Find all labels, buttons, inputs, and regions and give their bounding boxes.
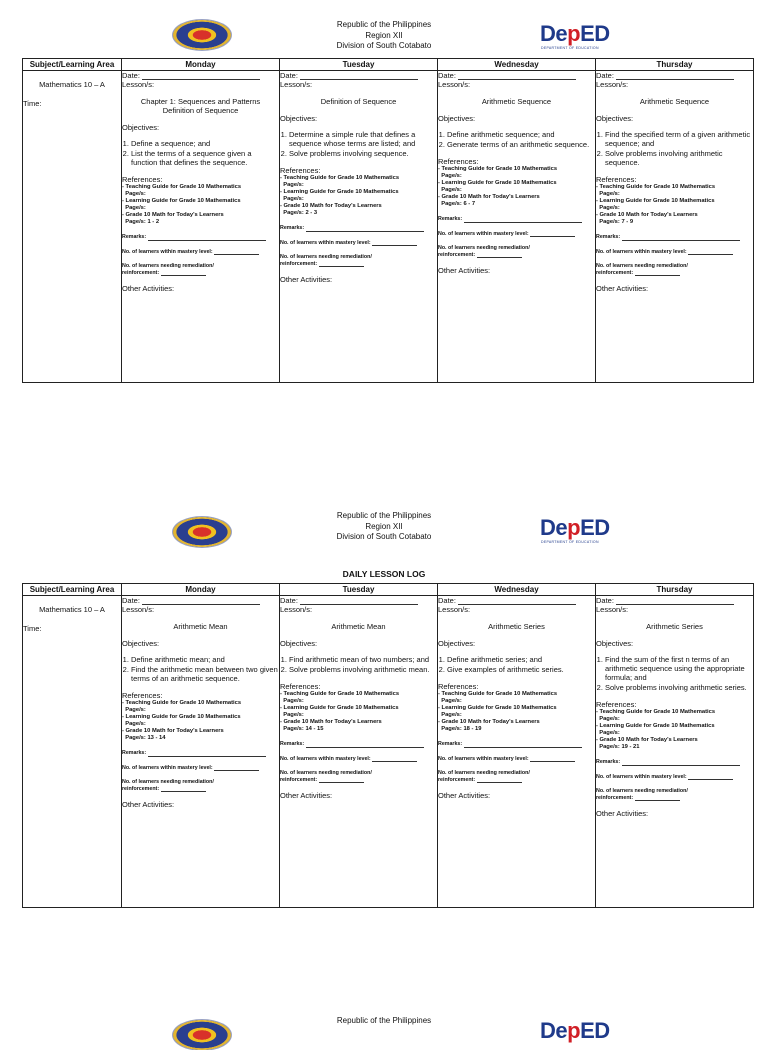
- dll-page-2: [0, 497, 768, 818]
- dll-page-1: [0, 0, 768, 293]
- objective-item: 2. List the terms of a sequence given a function that defines the sequence.: [131, 149, 279, 167]
- remarks-label: Remarks:: [280, 741, 305, 747]
- objective-item: 1. Find the specified term of a given arithmetic sequence; and: [605, 130, 753, 148]
- date-field: [596, 596, 753, 605]
- remediation-blank: [319, 266, 364, 267]
- reference-item: - Teaching Guide for Grade 10 Mathematics: [596, 184, 716, 190]
- reference-item: - Grade 10 Math for Today's Learners: [438, 194, 540, 200]
- mastery-blank: [530, 761, 575, 762]
- objective-item: 1. Define arithmetic sequence; and: [447, 130, 595, 139]
- header-text: [284, 511, 484, 543]
- objectives-list: [122, 139, 279, 167]
- reference-item: - Teaching Guide for Grade 10 Mathematics: [122, 184, 242, 190]
- reference-item: Page/s: 1 - 2: [122, 219, 160, 225]
- remediation-blank: [477, 782, 522, 783]
- lesson-subtitle: Definition of Sequence: [162, 106, 239, 115]
- mastery-field: [122, 249, 279, 256]
- reinforcement-label: reinforcement:: [596, 794, 634, 801]
- remarks-blank: [148, 240, 266, 241]
- remediation-label: No. of learners needing remediation/: [280, 254, 372, 260]
- date-label: Date:: [280, 71, 298, 80]
- remarks-field: [596, 759, 753, 766]
- remarks-field: [596, 234, 753, 241]
- mastery-blank: [214, 770, 259, 771]
- reference-item: Page/s:: [280, 698, 304, 704]
- header-day: Wednesday: [438, 59, 596, 71]
- objective-item: 1. Find the sum of the first n terms of an arithmetic sequence using the appropriate formula; and: [605, 655, 753, 682]
- references-label: References:: [280, 682, 321, 691]
- reference-item: Page/s:: [280, 182, 304, 188]
- reference-item: - Teaching Guide for Grade 10 Mathematics: [122, 700, 242, 706]
- remediation-blank: [635, 275, 680, 276]
- lesson-label: Lesson/s:: [280, 605, 313, 614]
- reference-item: - Teaching Guide for Grade 10 Mathematics: [438, 691, 558, 697]
- mastery-label: No. of learners within mastery level:: [596, 248, 687, 255]
- day-cell: [438, 71, 596, 383]
- references-list: [596, 184, 753, 226]
- remarks-field: [438, 216, 595, 223]
- date-blank: [300, 604, 418, 605]
- reference-item: Page/s:: [122, 191, 146, 197]
- remediation-field: [438, 770, 595, 783]
- reference-item: Page/s:: [122, 707, 146, 713]
- deped-logo-icon: DepED: [540, 515, 610, 540]
- remarks-label: Remarks:: [596, 234, 621, 240]
- remediation-label: No. of learners needing remediation/: [122, 779, 214, 785]
- date-field: [122, 596, 279, 605]
- remediation-label: No. of learners needing remediation/: [438, 245, 530, 251]
- mastery-blank: [372, 761, 417, 762]
- remediation-blank: [161, 275, 206, 276]
- objectives-label: Objectives:: [280, 639, 318, 648]
- references-label: References:: [122, 691, 163, 700]
- objectives-list: [438, 130, 595, 149]
- remediation-field: [280, 254, 437, 267]
- reinforcement-label: reinforcement:: [122, 269, 160, 276]
- mastery-label: No. of learners within mastery level:: [280, 755, 371, 762]
- remarks-blank: [148, 756, 266, 757]
- lesson-label: Lesson/s:: [596, 80, 629, 89]
- reference-item: Page/s: 18 - 19: [438, 726, 482, 732]
- reference-item: Page/s: 7 - 9: [596, 219, 634, 225]
- header-line-2: Region XII: [365, 521, 403, 531]
- objective-item: 2. Solve problems involving arithmetic series.: [605, 683, 753, 692]
- remarks-blank: [306, 231, 424, 232]
- date-label: Date:: [438, 596, 456, 605]
- header-day: Monday: [122, 59, 280, 71]
- objectives-label: Objectives:: [596, 114, 634, 123]
- mastery-label: No. of learners within mastery level:: [438, 755, 529, 762]
- reference-item: Page/s: 19 - 21: [596, 744, 640, 750]
- references-list: [122, 184, 279, 226]
- remediation-blank: [635, 800, 680, 801]
- other-activities-label: Other Activities:: [280, 791, 333, 800]
- deped-logo-subtitle: DEPARTMENT OF EDUCATION: [541, 46, 599, 50]
- lesson-title: Arithmetic Mean: [173, 622, 228, 631]
- reference-item: - Teaching Guide for Grade 10 Mathematics: [438, 166, 558, 172]
- table-row: [23, 71, 754, 383]
- other-activities-label: Other Activities:: [438, 791, 491, 800]
- mastery-label: No. of learners within mastery level:: [280, 239, 371, 246]
- lesson-log-table: [22, 58, 754, 383]
- reference-item: - Learning Guide for Grade 10 Mathematics: [122, 714, 241, 720]
- objective-item: 2. Find the arithmetic mean between two given terms of an arithmetic sequence.: [131, 665, 279, 683]
- objectives-list: [596, 130, 753, 167]
- reference-item: - Grade 10 Math for Today's Learners: [122, 728, 224, 734]
- lesson-title: Arithmetic Series: [488, 622, 545, 631]
- date-label: Date:: [122, 71, 140, 80]
- date-blank: [300, 79, 418, 80]
- reference-item: Page/s:: [280, 712, 304, 718]
- other-activities-label: Other Activities:: [596, 284, 649, 293]
- subject-value: Mathematics 10 – A: [39, 605, 105, 614]
- other-activities-label: Other Activities:: [596, 809, 649, 818]
- reference-item: Page/s:: [438, 698, 462, 704]
- other-activities-label: Other Activities:: [122, 800, 175, 809]
- mastery-field: [280, 240, 437, 247]
- remarks-field: [122, 750, 279, 757]
- reinforcement-label: reinforcement:: [122, 785, 160, 792]
- header-day: Wednesday: [438, 584, 596, 596]
- objectives-label: Objectives:: [438, 639, 476, 648]
- remarks-blank: [306, 747, 424, 748]
- remarks-field: [438, 741, 595, 748]
- reference-item: - Grade 10 Math for Today's Learners: [596, 212, 698, 218]
- reference-item: Page/s:: [280, 196, 304, 202]
- subject-cell: [23, 596, 122, 908]
- remediation-field: [122, 263, 279, 276]
- remarks-label: Remarks:: [438, 216, 463, 222]
- reference-item: - Grade 10 Math for Today's Learners: [280, 719, 382, 725]
- lesson-label: Lesson/s:: [596, 605, 629, 614]
- day-cell: [596, 71, 754, 383]
- references-label: References:: [438, 157, 479, 166]
- objectives-list: [438, 655, 595, 674]
- remediation-blank: [161, 791, 206, 792]
- remarks-field: [122, 234, 279, 241]
- reinforcement-label: reinforcement:: [438, 251, 476, 258]
- date-field: [438, 596, 595, 605]
- remarks-label: Remarks:: [122, 234, 147, 240]
- reinforcement-label: reinforcement:: [438, 776, 476, 783]
- date-blank: [458, 79, 576, 80]
- reference-item: - Learning Guide for Grade 10 Mathematics: [596, 723, 715, 729]
- objectives-label: Objectives:: [122, 123, 160, 132]
- date-field: [122, 71, 279, 80]
- reference-item: Page/s:: [438, 187, 462, 193]
- lesson-label: Lesson/s:: [438, 80, 471, 89]
- mastery-label: No. of learners within mastery level:: [438, 230, 529, 237]
- lesson-title: Arithmetic Sequence: [481, 97, 552, 106]
- mastery-field: [596, 249, 753, 256]
- references-list: [438, 691, 595, 733]
- dll-page-3: [0, 990, 768, 1050]
- reference-item: - Grade 10 Math for Today's Learners: [280, 203, 382, 209]
- other-activities-label: Other Activities:: [438, 266, 491, 275]
- date-field: [280, 71, 437, 80]
- day-cell: [438, 596, 596, 908]
- lesson-title: Definition of Sequence: [320, 97, 397, 106]
- objectives-list: [280, 130, 437, 158]
- reference-item: Page/s: 2 - 3: [280, 210, 318, 216]
- remarks-field: [280, 741, 437, 748]
- lesson-log-table: [22, 583, 754, 908]
- reinforcement-label: reinforcement:: [280, 776, 318, 783]
- lesson-label: Lesson/s:: [122, 605, 155, 614]
- remediation-label: No. of learners needing remediation/: [438, 770, 530, 776]
- deped-logo-subtitle: DEPARTMENT OF EDUCATION: [541, 540, 599, 544]
- mastery-field: [596, 774, 753, 781]
- remarks-blank: [622, 240, 740, 241]
- objectives-label: Objectives:: [280, 114, 318, 123]
- remediation-blank: [477, 257, 522, 258]
- remarks-label: Remarks:: [122, 750, 147, 756]
- reference-item: Page/s:: [596, 191, 620, 197]
- date-label: Date:: [438, 71, 456, 80]
- subject-cell: [23, 71, 122, 383]
- mastery-field: [122, 765, 279, 772]
- reference-item: - Teaching Guide for Grade 10 Mathematics: [280, 175, 400, 181]
- header-line-3: Division of South Cotabato: [336, 532, 432, 541]
- remediation-field: [596, 788, 753, 801]
- header-day: Thursday: [596, 59, 754, 71]
- time-label: Time:: [23, 624, 42, 633]
- remarks-field: [280, 225, 437, 232]
- other-activities-label: Other Activities:: [122, 284, 175, 293]
- references-list: [438, 166, 595, 208]
- mastery-blank: [372, 245, 417, 246]
- date-field: [438, 71, 595, 80]
- date-blank: [142, 79, 260, 80]
- remediation-field: [122, 779, 279, 792]
- date-blank: [142, 604, 260, 605]
- lesson-label: Lesson/s:: [438, 605, 471, 614]
- references-list: [280, 175, 437, 217]
- objectives-label: Objectives:: [596, 639, 634, 648]
- reference-item: - Learning Guide for Grade 10 Mathematics: [438, 180, 557, 186]
- header-line-1: Republic of the Philippines: [336, 511, 432, 520]
- remediation-field: [280, 770, 437, 783]
- remediation-label: No. of learners needing remediation/: [596, 788, 688, 794]
- objectives-label: Objectives:: [122, 639, 160, 648]
- objective-item: 2. Solve problems involving arithmetic mean.: [289, 665, 437, 674]
- references-label: References:: [438, 682, 479, 691]
- objective-item: 1. Define arithmetic series; and: [447, 655, 595, 664]
- references-label: References:: [596, 700, 637, 709]
- reference-item: Page/s: 13 - 14: [122, 735, 166, 741]
- lesson-title: Arithmetic Series: [646, 622, 703, 631]
- remarks-label: Remarks:: [438, 741, 463, 747]
- remediation-label: No. of learners needing remediation/: [122, 263, 214, 269]
- objectives-label: Objectives:: [438, 114, 476, 123]
- header-day: Monday: [122, 584, 280, 596]
- header-line-3: Division of South Cotabato: [336, 41, 432, 50]
- mastery-blank: [688, 779, 733, 780]
- header-line-1: Republic of the Philippines: [336, 20, 432, 29]
- division-seal-icon: [173, 1020, 231, 1050]
- objective-item: 1. Define a sequence; and: [131, 139, 279, 148]
- mastery-label: No. of learners within mastery level:: [122, 248, 213, 255]
- reference-item: Page/s:: [596, 730, 620, 736]
- deped-logo-icon: DepED: [540, 1018, 610, 1043]
- division-seal-icon: [173, 20, 231, 50]
- mastery-blank: [530, 236, 575, 237]
- page-title: DAILY LESSON LOG: [342, 569, 426, 579]
- reference-item: - Learning Guide for Grade 10 Mathematics: [280, 705, 399, 711]
- reference-item: - Learning Guide for Grade 10 Mathematics: [596, 198, 715, 204]
- lesson-title: Arithmetic Sequence: [639, 97, 710, 106]
- reference-item: Page/s:: [596, 205, 620, 211]
- deped-logo-icon: DepED: [540, 21, 610, 46]
- header-subject: Subject/Learning Area: [23, 59, 122, 71]
- reference-item: - Grade 10 Math for Today's Learners: [596, 737, 698, 743]
- objective-item: 2. Solve problems involving sequence.: [289, 149, 437, 158]
- header-subject: Subject/Learning Area: [23, 584, 122, 596]
- reference-item: Page/s:: [122, 205, 146, 211]
- mastery-label: No. of learners within mastery level:: [122, 764, 213, 771]
- references-list: [122, 700, 279, 742]
- reference-item: - Teaching Guide for Grade 10 Mathematics: [596, 709, 716, 715]
- mastery-blank: [688, 254, 733, 255]
- reinforcement-label: reinforcement:: [280, 260, 318, 267]
- objective-item: 1. Find arithmetic mean of two numbers; and: [289, 655, 437, 664]
- day-cell: [596, 596, 754, 908]
- lesson-label: Lesson/s:: [280, 80, 313, 89]
- date-label: Date:: [122, 596, 140, 605]
- subject-value: Mathematics 10 – A: [39, 80, 105, 89]
- objective-item: 2. Generate terms of an arithmetic sequence.: [447, 140, 595, 149]
- header-day: Tuesday: [280, 584, 438, 596]
- lesson-title: Chapter 1: Sequences and Patterns: [140, 97, 261, 106]
- mastery-field: [438, 231, 595, 238]
- reference-item: - Teaching Guide for Grade 10 Mathematics: [280, 691, 400, 697]
- reference-item: Page/s: 14 - 15: [280, 726, 324, 732]
- mastery-blank: [214, 254, 259, 255]
- page-header: [0, 497, 768, 557]
- date-field: [280, 596, 437, 605]
- remarks-blank: [464, 222, 582, 223]
- header-line-1: Republic of the Philippines: [336, 1016, 432, 1025]
- table-row: [23, 596, 754, 908]
- mastery-label: No. of learners within mastery level:: [596, 773, 687, 780]
- objectives-list: [122, 655, 279, 683]
- reinforcement-label: reinforcement:: [596, 269, 634, 276]
- remarks-label: Remarks:: [596, 759, 621, 765]
- date-blank: [458, 604, 576, 605]
- header-day: Thursday: [596, 584, 754, 596]
- date-label: Date:: [280, 596, 298, 605]
- reference-item: - Grade 10 Math for Today's Learners: [438, 719, 540, 725]
- remediation-label: No. of learners needing remediation/: [280, 770, 372, 776]
- references-list: [596, 709, 753, 751]
- objective-item: 2. Solve problems involving arithmetic sequence.: [605, 149, 753, 167]
- references-label: References:: [122, 175, 163, 184]
- reference-item: Page/s:: [438, 173, 462, 179]
- page-header: [0, 0, 768, 60]
- date-blank: [616, 604, 734, 605]
- remediation-field: [596, 263, 753, 276]
- day-cell: [122, 71, 280, 383]
- objective-item: 2. Give examples of arithmetic series.: [447, 665, 595, 674]
- objective-item: 1. Determine a simple rule that defines a sequence whose terms are listed; and: [289, 130, 437, 148]
- date-field: [596, 71, 753, 80]
- remarks-label: Remarks:: [280, 225, 305, 231]
- header-line-2: Region XII: [365, 30, 403, 40]
- reference-item: - Grade 10 Math for Today's Learners: [122, 212, 224, 218]
- date-label: Date:: [596, 596, 614, 605]
- other-activities-label: Other Activities:: [280, 275, 333, 284]
- remediation-blank: [319, 782, 364, 783]
- lesson-label: Lesson/s:: [122, 80, 155, 89]
- reference-item: Page/s:: [596, 716, 620, 722]
- remarks-blank: [464, 747, 582, 748]
- objectives-list: [596, 655, 753, 692]
- reference-item: - Learning Guide for Grade 10 Mathematics: [280, 189, 399, 195]
- remediation-label: No. of learners needing remediation/: [596, 263, 688, 269]
- references-label: References:: [596, 175, 637, 184]
- header-day: Tuesday: [280, 59, 438, 71]
- remediation-field: [438, 245, 595, 258]
- objective-item: 1. Define arithmetic mean; and: [131, 655, 279, 664]
- date-blank: [616, 79, 734, 80]
- reference-item: - Learning Guide for Grade 10 Mathematics: [438, 705, 557, 711]
- references-label: References:: [280, 166, 321, 175]
- day-cell: [122, 596, 280, 908]
- reference-item: Page/s:: [122, 721, 146, 727]
- mastery-field: [280, 756, 437, 763]
- division-seal-icon: [173, 517, 231, 547]
- day-cell: [280, 71, 438, 383]
- references-list: [280, 691, 437, 733]
- mastery-field: [438, 756, 595, 763]
- reference-item: - Learning Guide for Grade 10 Mathematics: [122, 198, 241, 204]
- time-label: Time:: [23, 99, 42, 108]
- header-text: [284, 20, 484, 52]
- reference-item: Page/s: 6 - 7: [438, 201, 476, 207]
- objectives-list: [280, 655, 437, 674]
- lesson-title: Arithmetic Mean: [331, 622, 386, 631]
- page-header: [0, 990, 768, 1050]
- header-text: [284, 1016, 484, 1027]
- reference-item: Page/s:: [438, 712, 462, 718]
- date-label: Date:: [596, 71, 614, 80]
- remarks-blank: [622, 765, 740, 766]
- day-cell: [280, 596, 438, 908]
